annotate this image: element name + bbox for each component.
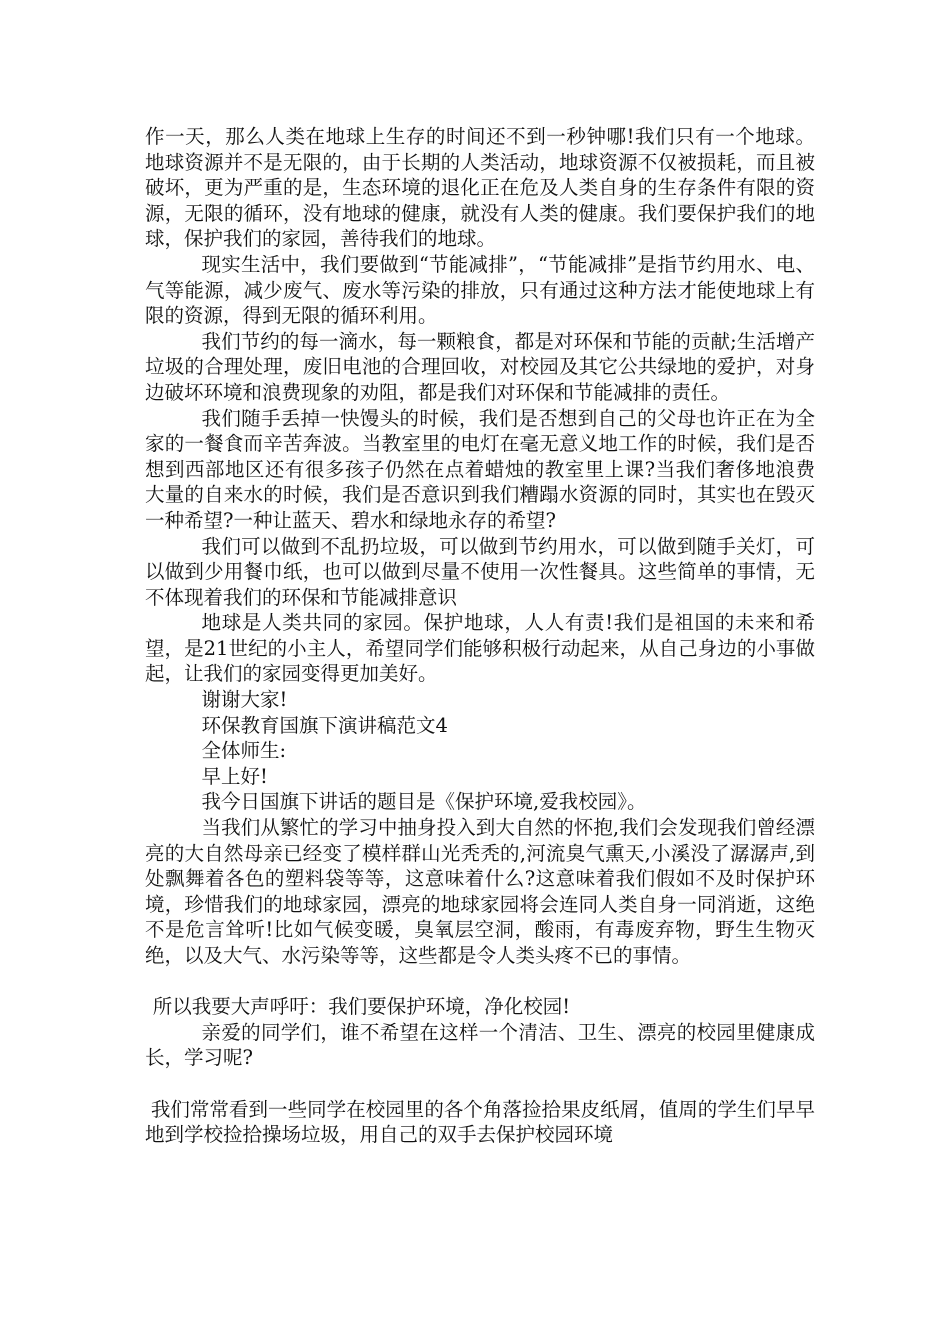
- paragraph-call-to-action: 所以我要大声呼吁：我们要保护环境，净化校园!: [152, 995, 571, 1019]
- paragraph-salutation: 全体师生:: [201, 739, 287, 763]
- paragraph-earth-home: 地球是人类共同的家园。保护地球，人人有责!我们是祖国的未来和希望，是21世纪的小主人，希望同学们能够积极行动起来，从自己身边的小事做起，让我们的家园变得更加美好。: [145, 611, 815, 686]
- blank-line: [145, 1071, 815, 1097]
- paragraph-daily-contribution: 我们节约的每一滴水，每一颗粮食，都是对环保和节能的贡献;生活增产垃圾的合理处理，废旧电池的合理回收，对校园及其它公共绿地的爱护，对身边破坏环境和浪费现象的劝阻，都是我们对环保和节能减排的责任。: [145, 329, 815, 404]
- paragraph-continued-intro: 作一天，那么人类在地球上生存的时间还不到一秒钟哪!我们只有一个地球。地球资源并不是无限的，由于长期的人类活动，地球资源不仅被损耗，而且被破坏，更为严重的是，生态环境的退化正在危及人类自身的生存条件有限的资源，无限的循环，没有地球的健康，就没有人类的健康。我们要保护我们的地球，保护我们的家园，善待我们的地球。: [145, 125, 815, 251]
- paragraph-waste-reflection: 我们随手丢掉一快馒头的时候，我们是否想到自己的父母也许正在为全家的一餐食而辛苦奔波。当教室里的电灯在毫无意义地工作的时候，我们是否想到西部地区还有很多孩子仍然在点着蜡烛的教室里上课?当我们奢侈地浪费大量的自来水的时候，我们是否意识到我们糟蹋水资源的同时，其实也在毁灭一种希望?一种让蓝天、碧水和绿地永存的希望?: [145, 406, 815, 532]
- blank-line: [145, 969, 815, 995]
- paragraph-topic: 我今日国旗下讲话的题目是《保护环境,爱我校园》。: [201, 790, 647, 814]
- paragraph-energy-saving: 现实生活中，我们要做到“节能减排”，“节能减排”是指节约用水、电、气等能源，减少废气、废水等污染的排放，只有通过这种方法才能使地球上有限的资源，得到无限的循环利用。: [145, 252, 815, 328]
- paragraph-greeting: 早上好!: [201, 764, 268, 788]
- paragraph-nature-changes: 当我们从繁忙的学习中抽身投入到大自然的怀抱,我们会发现我们曾经漂亮的大自然母亲已经变了模样群山光秃秃的,河流臭气熏天,小溪没了潺潺声,到处飘舞着各色的塑料袋等等，这意味着什么?这意味着我们假如不及时保护环境，珍惜我们的地球家园，漂亮的地球家园将会连同人类自身一同消逝，这绝不是危言耸听!比如气候变暖，臭氧层空洞，酸雨，有毒废弃物，野生生物灭绝，以及大气、水污染等等，这些都是令人类头疼不已的事情。: [145, 816, 815, 967]
- paragraph-campus-cleaning: 我们常常看到一些同学在校园里的各个角落捡拾果皮纸屑，值周的学生们早早地到学校捡拾操场垃圾，用自己的双手去保护校园环境: [145, 1097, 815, 1147]
- section-title: 环保教育国旗下演讲稿范文4: [201, 713, 448, 737]
- paragraph-simple-actions: 我们可以做到不乱扔垃圾，可以做到节约用水，可以做到随手关灯，可以做到少用餐巾纸，也可以做到尽量不使用一次性餐具。这些简单的事情，无不体现着我们的环保和节能减排意识: [145, 534, 815, 609]
- paragraph-dear-students: 亲爱的同学们，谁不希望在这样一个清洁、卫生、漂亮的校园里健康成长，学习呢?: [145, 1020, 815, 1070]
- paragraph-thanks: 谢谢大家!: [201, 688, 288, 712]
- document-page: [145, 124, 815, 1148]
